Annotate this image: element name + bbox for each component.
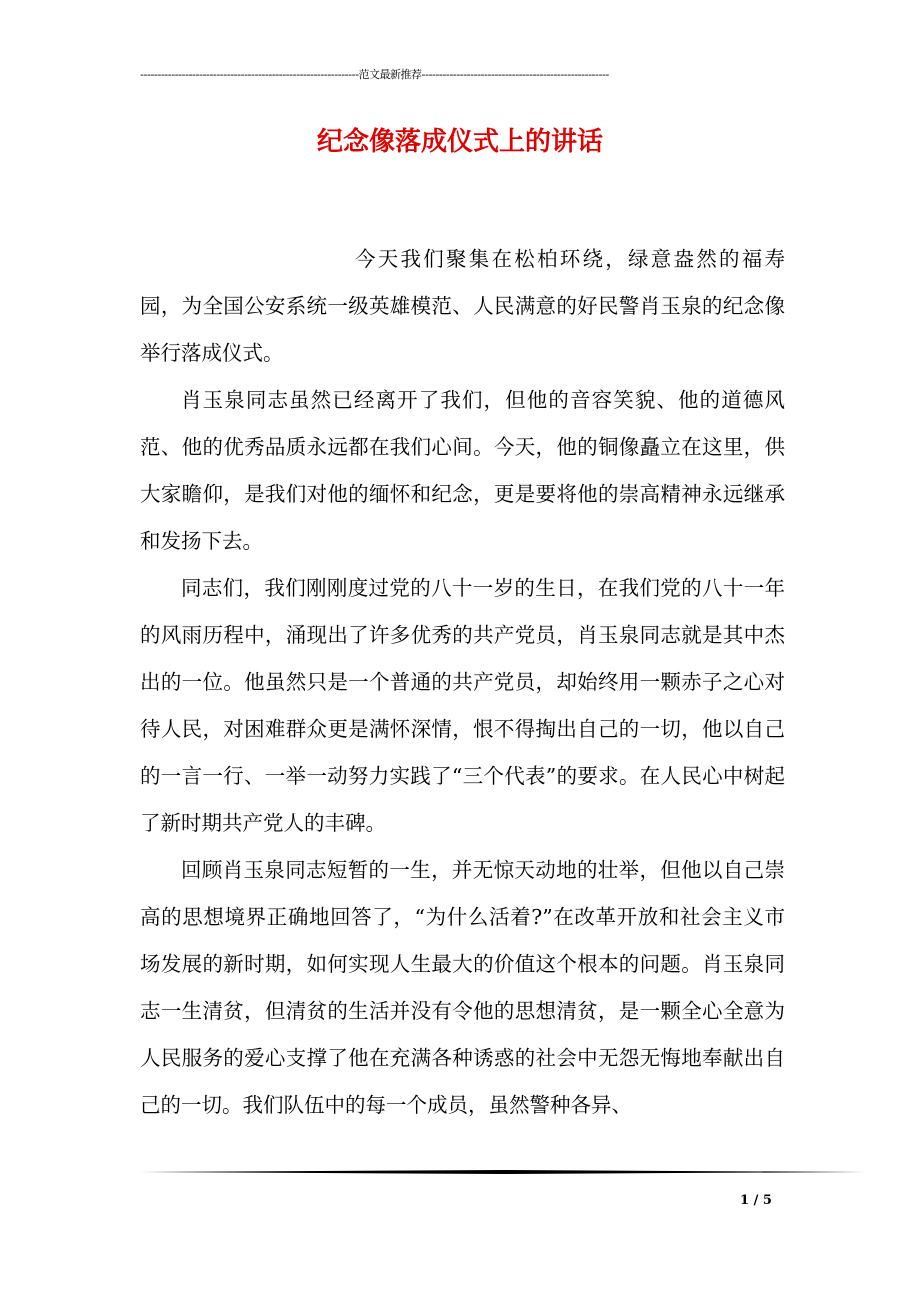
paragraph: 同志们，我们刚刚度过党的八十一岁的生日，在我们党的八十一年的风雨历程中，涌现出了许多优秀的共产党员，肖玉泉同志就是其中杰出的一位。他虽然只是一个普通的共产党员，却始终用一颗赤子之心对待人民，对困难群众更是满怀深情，恨不得掏出自己的一切，他以自己的一言一行、一举一动努力实践了“三个代表”的要求。在人民心中树起了新时期共产党人的丰碑。 xyxy=(140,576,785,835)
document-title: 纪念像落成仪式上的讲话 xyxy=(316,127,603,157)
page-header: ---------------------------------------------------------------范文最新推荐------------------------------------------------------ xyxy=(140,68,609,81)
document-body xyxy=(140,236,785,1129)
footer-divider xyxy=(140,1170,865,1174)
paragraph: 回顾肖玉泉同志短暂的一生，并无惊天动地的壮举，但他以自己崇高的思想境界正确地回答了，“为什么活着?”在改革开放和社会主义市场发展的新时期，如何实现人生最大的价值这个根本的问题。肖玉泉同志一生清贫，但清贫的生活并没有令他的思想清贫，是一颗全心全意为人民服务的爱心支撑了他在充满各种诱惑的社会中无怨无悔地奉献出自己的一切。我们队伍中的每一个成员，虽然警种各异、 xyxy=(140,858,785,1117)
paragraph: 肖玉泉同志虽然已经离开了我们，但他的音容笑貌、他的道德风范、他的优秀品质永远都在我们心间。今天，他的铜像矗立在这里，供大家瞻仰，是我们对他的缅怀和纪念，更是要将他的崇高精神永远继承和发扬下去。 xyxy=(140,388,785,553)
page-number: 1 / 5 xyxy=(740,1193,772,1208)
paragraph: 今天我们聚集在松柏环绕，绿意盎然的福寿园，为全国公安系统一级英雄模范、人民满意的好民警肖玉泉的纪念像举行落成仪式。 xyxy=(140,247,785,365)
